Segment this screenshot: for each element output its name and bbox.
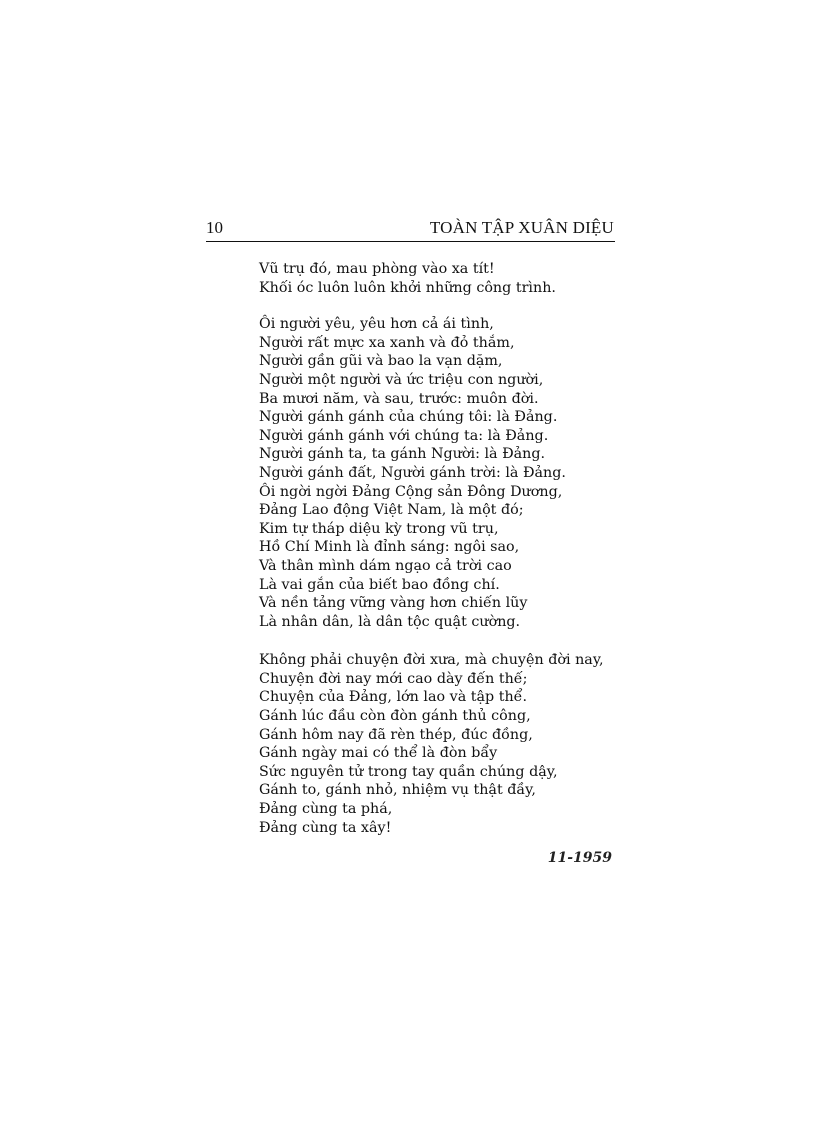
poem-line: Chuyện của Đảng, lớn lao và tập thể.: [259, 689, 528, 706]
poem-body: [259, 260, 619, 837]
poem-line: Người gần gũi và bao la vạn dặm,: [259, 353, 503, 370]
poem-line: Ôi người yêu, yêu hơn cả ái tình,: [259, 316, 494, 333]
header-rule: [206, 241, 615, 242]
page-number: 10: [206, 218, 223, 237]
stanza-1: [259, 260, 619, 297]
poem-line: Và thân mình dám ngạo cả trời cao: [259, 557, 512, 574]
poem-date: 11-1959: [547, 850, 612, 866]
running-title: TOÀN TẬP XUÂN DIỆU: [429, 218, 614, 237]
poem-line: Gánh hôm nay đã rèn thép, đúc đồng,: [259, 726, 533, 743]
poem-line: Người gánh đất, Người gánh trời: là Đảng.: [259, 464, 566, 481]
poem-line: Đảng cùng ta xây!: [259, 819, 392, 836]
poem-line: Vũ trụ đó, mau phòng vào xa tít!: [259, 261, 495, 277]
poem-line: Người gánh gánh với chúng ta: là Đảng.: [259, 427, 549, 444]
poem-line: Người gánh gánh của chúng tôi: là Đảng.: [259, 409, 558, 426]
poem-line: Đảng cùng ta phá,: [259, 801, 393, 818]
poem-line: Người rất mực xa xanh và đỏ thắm,: [259, 334, 515, 351]
poem-line: Là vai gắn của biết bao đồng chí.: [259, 576, 500, 593]
poem-line: Sức nguyên tử trong tay quần chúng dậy,: [259, 763, 558, 780]
poem-line: Người một người và ức triệu con người,: [259, 371, 544, 388]
poem-line: Là nhân dân, là dân tộc quật cường.: [259, 613, 521, 630]
stanza-3: [259, 651, 619, 837]
poem-line: Khối óc luôn luôn khởi những công trình.: [259, 279, 556, 296]
poem-line: Kim tự tháp diệu kỳ trong vũ trụ,: [259, 520, 499, 537]
poem-line: Gánh ngày mai có thể là đòn bẩy: [259, 745, 498, 762]
poem-line: Ba mươi năm, và sau, trước: muôn đời.: [259, 390, 539, 407]
poem-line: Hồ Chí Minh là đỉnh sáng: ngôi sao,: [259, 539, 520, 556]
poem-line: Đảng Lao động Việt Nam, là một đó;: [259, 502, 524, 519]
poem-line: Gánh lúc đầu còn đòn gánh thủ công,: [259, 708, 531, 725]
poem-line: Gánh to, gánh nhỏ, nhiệm vụ thật đầy,: [259, 782, 536, 799]
poem-line: Ôi ngời ngời Đảng Cộng sản Đông Dương,: [259, 483, 563, 500]
poem-line: Người gánh ta, ta gánh Người: là Đảng.: [259, 446, 546, 463]
poem-line: Và nền tảng vững vàng hơn chiến lũy: [259, 595, 528, 612]
poem-line: Chuyện đời nay mới cao dày đến thế;: [259, 670, 528, 687]
stanza-2: [259, 315, 619, 631]
poem-line: Không phải chuyện đời xưa, mà chuyện đời nay,: [259, 652, 604, 669]
page-header: [206, 218, 614, 240]
